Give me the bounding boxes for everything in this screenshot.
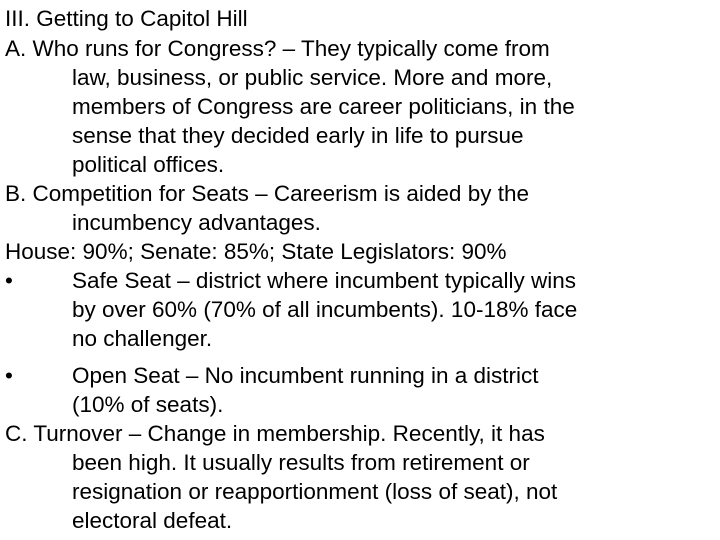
section-a-line-4: sense that they decided early in life to pursue [72,123,524,148]
open-seat-line-2: (10% of seats). [72,392,224,417]
section-a-line-1: A. Who runs for Congress? – They typically come from [5,36,550,61]
bullet-open-seat: • [5,363,13,388]
open-seat-line-1: Open Seat – No incumbent running in a district [72,363,539,388]
slide-title: III. Getting to Capitol Hill [5,6,248,31]
safe-seat-line-3: no challenger. [72,326,213,351]
section-a-line-5: political offices. [72,152,225,177]
safe-seat-line-2: by over 60% (70% of all incumbents). 10-18% face [72,297,578,322]
section-b-line-2: incumbency advantages. [72,210,321,235]
section-b-line-1: B. Competition for Seats – Careerism is aided by the [5,181,529,206]
section-c-line-2: been high. It usually results from retirement or [72,450,530,475]
section-c-line-1: C. Turnover – Change in membership. Recently, it has [5,421,545,446]
section-c-line-3: resignation or reapportionment (loss of seat), not [72,479,558,504]
section-a-line-3: members of Congress are career politicians, in the [72,94,575,119]
bullet-safe-seat: • [5,268,13,293]
stats-line: House: 90%; Senate: 85%; State Legislators: 90% [5,239,507,264]
safe-seat-line-1: Safe Seat – district where incumbent typically wins [72,268,576,293]
section-a-line-2: law, business, or public service. More and more, [72,65,553,90]
section-c-line-4: electoral defeat. [72,508,233,533]
